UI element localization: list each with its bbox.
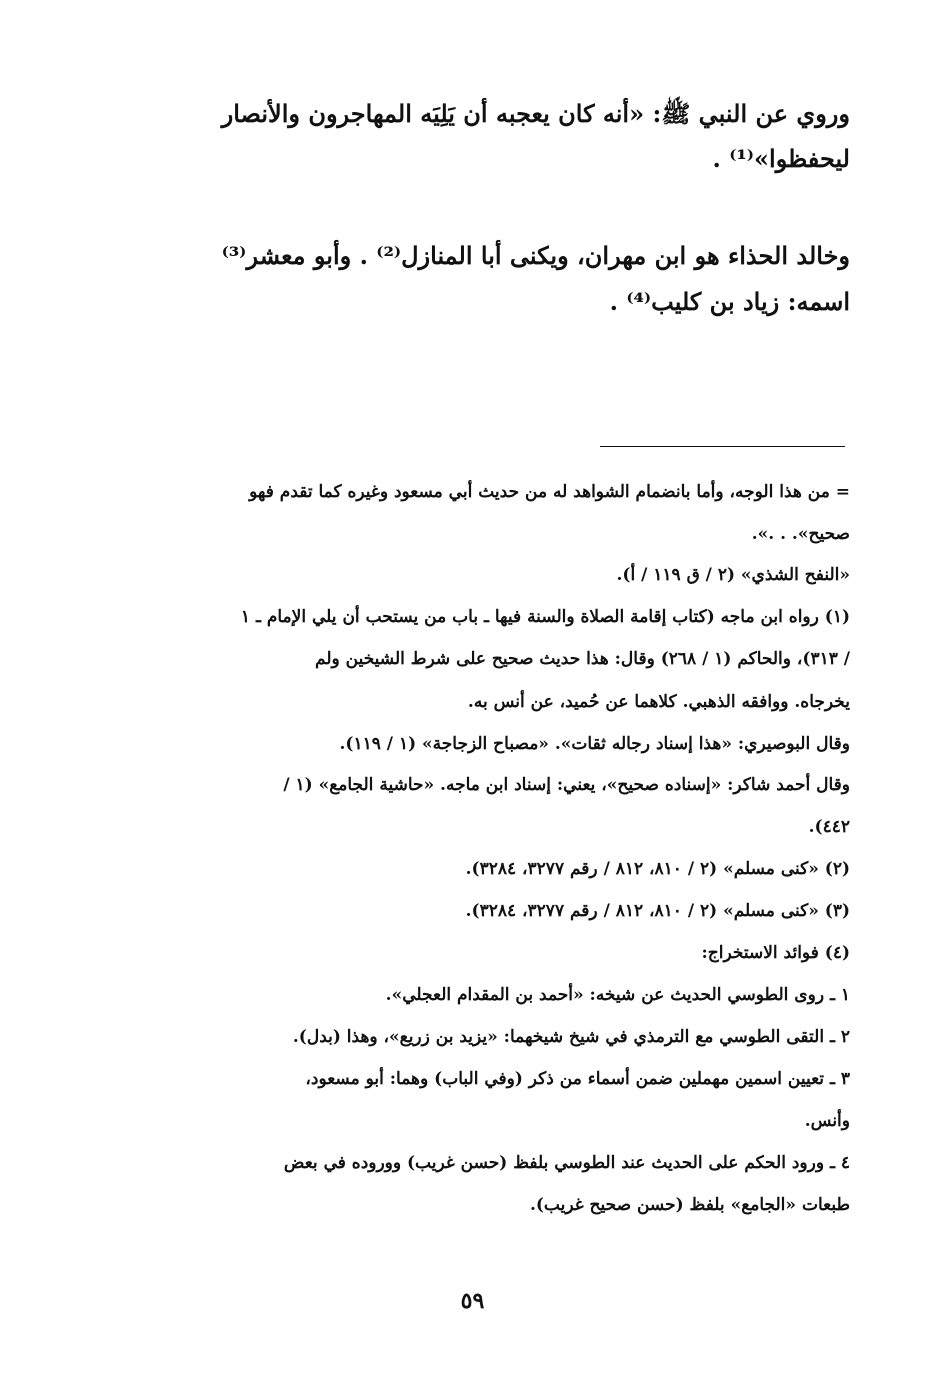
- page-number: ٥٩: [460, 1288, 485, 1314]
- footnote-line: «النفح الشذي» (٢ / ق ١١٩ / أ).: [616, 565, 850, 585]
- footnote-line: ٣ ـ تعيين اسمين مهملين ضمن أسماء من ذكر (وفي الباب) وهما: أبو مسعود،: [305, 1069, 850, 1089]
- footnote-line: وقال أحمد شاكر: «إسناده صحيح»، يعني: إسناد ابن ماجه. «حاشية الجامع» (١ /: [283, 775, 850, 795]
- footnote-line: (٢) «كنى مسلم» (٢ / ٨١٠، ٨١٢ / رقم ٣٢٧٧، ٣٢٨٤).: [465, 859, 850, 879]
- footnote-separator: [600, 446, 845, 447]
- main-text-line: ليحفظوا»⁽¹⁾ .: [712, 144, 850, 173]
- main-text-line: اسمه: زياد بن كليب⁽⁴⁾ .: [609, 287, 850, 316]
- footnote-line: وأنس.: [804, 1111, 850, 1131]
- main-text-line: وروي عن النبي ﷺ: «أنه كان يعجبه أن يَلِيَه المهاجرون والأنصار: [221, 99, 850, 128]
- footnote-line: صحيح». . .».: [751, 524, 850, 544]
- footnote-line: (٤) فوائد الاستخراج:: [701, 943, 850, 963]
- footnote-line: ٤٤٢).: [808, 817, 850, 837]
- footnote-line: ٢ ـ التقى الطوسي مع الترمذي في شيخ شيخهما: «يزيد بن زريع»، وهذا (بدل).: [292, 1027, 850, 1047]
- footnote-line: = من هذا الوجه، وأما بانضمام الشواهد له من حديث أبي مسعود وغيره كما تقدم فهو: [249, 482, 850, 502]
- footnote-line: ٤ ـ ورود الحكم على الحديث عند الطوسي بلفظ (حسن غريب) ووروده في بعض: [283, 1153, 850, 1173]
- footnote-line: يخرجاه. ووافقه الذهبي. كلاهما عن حُميد، عن أنس به.: [467, 692, 850, 712]
- footnote-line: (٣) «كنى مسلم» (٢ / ٨١٠، ٨١٢ / رقم ٣٢٧٧، ٣٢٨٤).: [465, 901, 850, 921]
- footnote-line: / ٣١٣)، والحاكم (١ / ٢٦٨) وقال: هذا حديث صحيح على شرط الشيخين ولم: [315, 649, 850, 669]
- footnote-line: (١) رواه ابن ماجه (كتاب إقامة الصلاة والسنة فيها ـ باب من يستحب أن يلي الإمام ـ ١: [240, 607, 850, 627]
- footnote-line: ١ ـ روى الطوسي الحديث عن شيخه: «أحمد بن المقدام العجلي».: [385, 985, 850, 1005]
- footnote-line: طبعات «الجامع» بلفظ (حسن صحيح غريب).: [529, 1195, 850, 1215]
- footnote-line: وقال البوصيري: «هذا إسناد رجاله ثقات». «مصباح الزجاجة» (١ / ١١٩).: [339, 734, 850, 754]
- main-text-line: وخالد الحذاء هو ابن مهران، ويكنى أبا المنازل⁽²⁾ . وأبو معشر⁽³⁾: [221, 241, 850, 270]
